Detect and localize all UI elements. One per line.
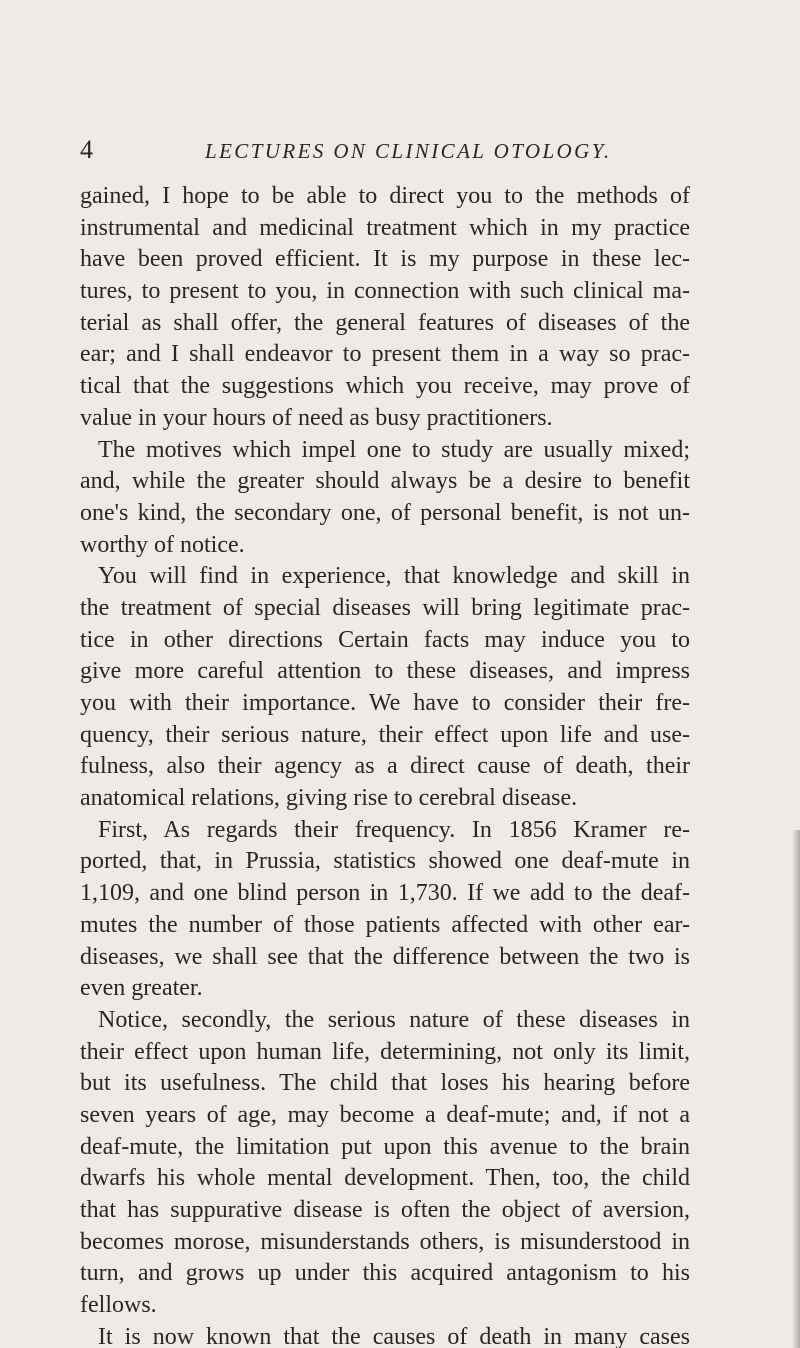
text-line: and, while the greater should always be a desire to benefit — [80, 468, 690, 495]
text-line: The motives which impel one to study are usually mixed; — [98, 436, 690, 463]
text-line: mutes the number of those patients affected with other ear- — [80, 911, 690, 938]
body-text — [80, 181, 690, 1348]
text-line: the treatment of special diseases will bring legitimate prac- — [80, 594, 690, 621]
text-line: terial as shall offer, the general features of diseases of the — [80, 309, 690, 336]
text-line: their effect upon human life, determining, not only its limit, — [80, 1038, 690, 1065]
text-line: You will find in experience, that knowledge and skill in — [98, 563, 690, 590]
text-line: one's kind, the secondary one, of personal benefit, is not un- — [80, 499, 690, 526]
text-line: seven years of age, may become a deaf-mute; and, if not a — [80, 1101, 690, 1128]
text-line: value in your hours of need as busy practitioners. — [80, 404, 553, 431]
text-line: have been proved efficient. It is my purpose in these lec- — [80, 246, 690, 273]
text-line: gained, I hope to be able to direct you to the methods of — [80, 183, 690, 209]
text-line: tures, to present to you, in connection with such clinical ma- — [80, 278, 690, 305]
text-line: you with their importance. We have to consider their fre- — [80, 690, 690, 716]
page-edge-shadow — [792, 830, 800, 1348]
text-line: instrumental and medicinal treatment which in my practice — [80, 214, 690, 241]
running-head: LECTURES ON CLINICAL OTOLOGY. — [205, 139, 612, 163]
text-line: ear; and I shall endeavor to present them in a way so prac- — [80, 341, 690, 368]
text-line: becomes morose, misunderstands others, is misunderstood in — [80, 1228, 690, 1255]
text-line: dwarfs his whole mental development. Then, too, the child — [80, 1165, 690, 1192]
text-line: 1,109, and one blind person in 1,730. If we add to the deaf- — [80, 880, 690, 907]
text-line: that has suppurative disease is often the object of aversion, — [80, 1197, 690, 1223]
text-line: turn, and grows up under this acquired antagonism to his — [80, 1260, 690, 1287]
text-line: give more careful attention to these diseases, and impress — [80, 658, 690, 685]
text-line: but its usefulness. The child that loses his hearing before — [80, 1070, 690, 1097]
text-line: worthy of notice. — [80, 531, 245, 558]
text-line: diseases, we shall see that the difference between the two is — [80, 943, 690, 970]
text-line: quency, their serious nature, their effect upon life and use- — [80, 721, 690, 748]
text-line: ported, that, in Prussia, statistics showed one deaf-mute in — [80, 848, 690, 875]
page-header — [80, 135, 780, 167]
text-line: It is now known that the causes of death in many cases — [98, 1323, 690, 1348]
text-line: fellows. — [80, 1292, 157, 1319]
text-line: tice in other directions Certain facts may induce you to — [80, 626, 690, 653]
text-line: even greater. — [80, 975, 203, 1002]
text-line: First, As regards their frequency. In 1856 Kramer re- — [98, 816, 690, 843]
page-number: 4 — [80, 135, 93, 164]
text-line: fulness, also their agency as a direct cause of death, their — [80, 753, 690, 780]
text-line: Notice, secondly, the serious nature of these diseases in — [98, 1006, 690, 1033]
text-line: tical that the suggestions which you receive, may prove of — [80, 373, 690, 400]
text-line: deaf-mute, the limitation put upon this avenue to the brain — [80, 1133, 690, 1160]
text-line: anatomical relations, giving rise to cerebral disease. — [80, 785, 578, 812]
